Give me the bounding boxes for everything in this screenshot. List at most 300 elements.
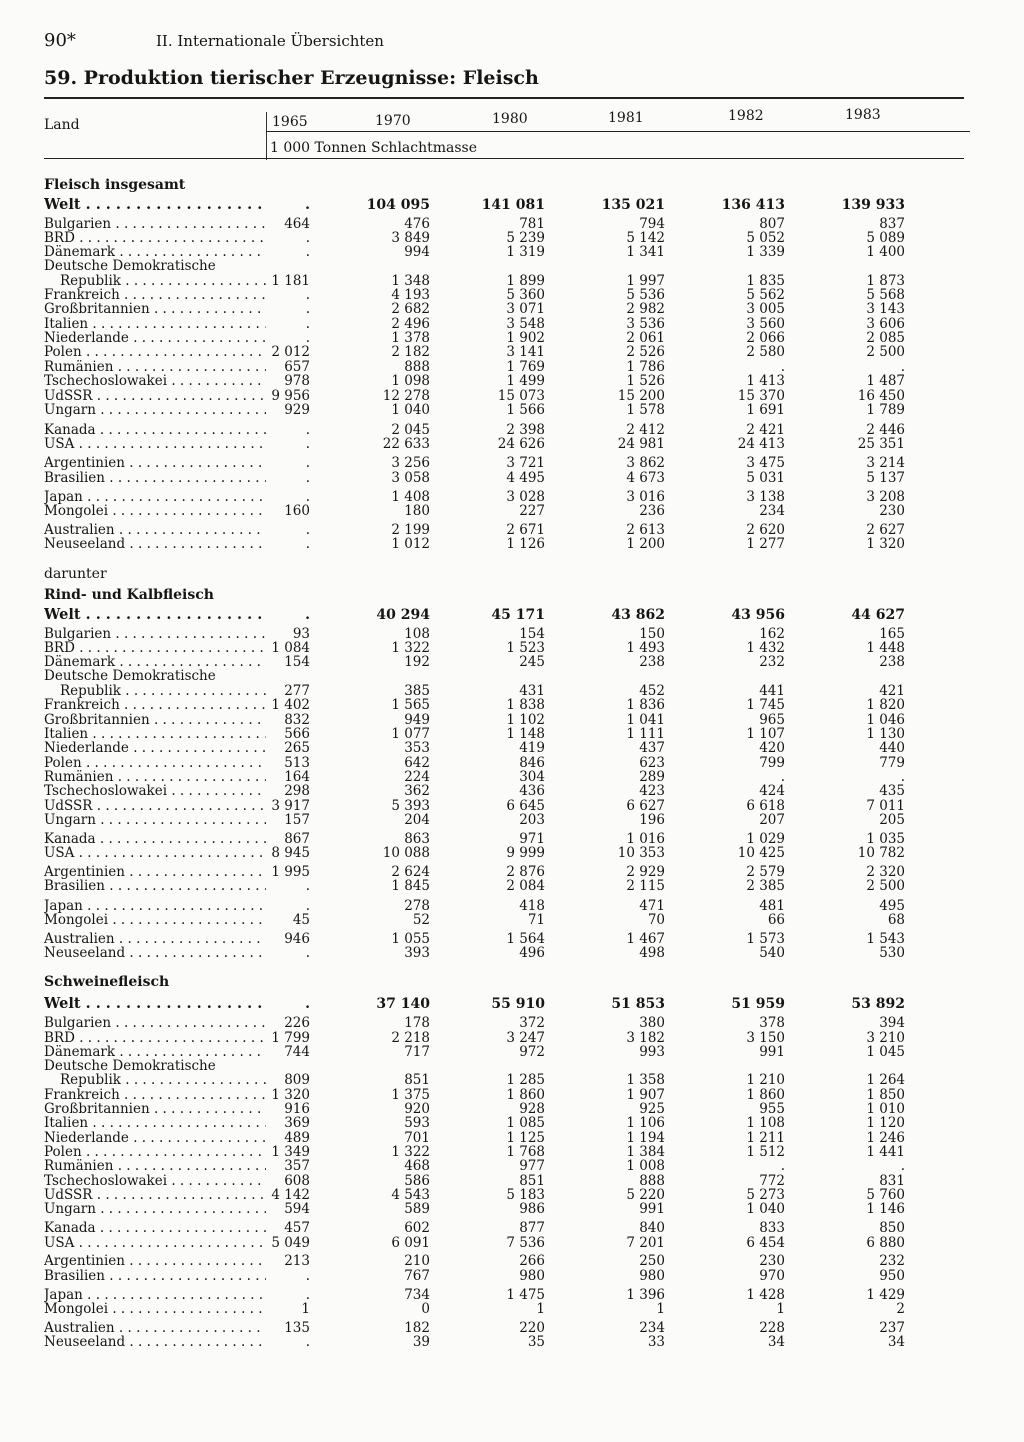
- value-cell: 1: [301, 1301, 310, 1317]
- value-cell: .: [305, 301, 310, 317]
- value-cell: 807: [759, 216, 785, 232]
- value-cell: 33: [647, 1334, 665, 1350]
- value-cell: 977: [519, 1158, 545, 1174]
- value-cell: 250: [639, 1253, 665, 1269]
- value-cell: .: [305, 996, 310, 1012]
- table-row: [0, 1145, 1024, 1159]
- value-cell: 93: [292, 626, 310, 642]
- value-cell: 1 194: [626, 1130, 665, 1146]
- table-row: [0, 471, 1024, 485]
- value-cell: 452: [639, 683, 665, 699]
- value-cell: 51 959: [731, 996, 785, 1012]
- country-name: Brasilien . . .: [44, 471, 266, 485]
- country-name: Ungarn . . .: [44, 813, 266, 827]
- column-header-year: 1981: [608, 110, 644, 126]
- value-cell: 226: [284, 1015, 310, 1031]
- value-cell: 5 360: [506, 287, 545, 303]
- value-cell: 353: [404, 740, 430, 756]
- table-row: [0, 1059, 1024, 1073]
- value-cell: .: [305, 536, 310, 552]
- value-cell: 3 548: [506, 316, 545, 332]
- value-cell: 1 691: [746, 402, 785, 418]
- table-row: [0, 1016, 1024, 1030]
- value-cell: 104 095: [366, 197, 430, 213]
- value-cell: 837: [879, 216, 905, 232]
- value-cell: 154: [284, 654, 310, 670]
- value-cell: 781: [519, 216, 545, 232]
- value-cell: 1 339: [746, 244, 785, 260]
- value-cell: 1 320: [866, 536, 905, 552]
- value-cell: 1 850: [866, 1087, 905, 1103]
- value-cell: 4 142: [271, 1187, 310, 1203]
- country-name: Polen . . .: [44, 756, 266, 770]
- value-cell: 950: [879, 1268, 905, 1284]
- value-cell: 701: [404, 1130, 430, 1146]
- value-cell: 2 320: [866, 864, 905, 880]
- table-row: [0, 274, 1024, 288]
- table-row: [0, 946, 1024, 960]
- value-cell: 1 322: [391, 640, 430, 656]
- table-row: [0, 1116, 1024, 1130]
- value-cell: 2 045: [391, 422, 430, 438]
- value-cell: 3 849: [391, 230, 430, 246]
- value-cell: 34: [767, 1334, 785, 1350]
- value-cell: 1 035: [866, 831, 905, 847]
- value-cell: .: [305, 422, 310, 438]
- value-cell: 594: [284, 1201, 310, 1217]
- table-row: [0, 345, 1024, 359]
- value-cell: 3 150: [746, 1030, 785, 1046]
- value-cell: 2 627: [866, 522, 905, 538]
- value-cell: 2 115: [626, 878, 665, 894]
- value-cell: 471: [639, 898, 665, 914]
- country-name: Australien . . .: [44, 523, 266, 537]
- value-cell: 44 627: [851, 607, 905, 623]
- value-cell: 850: [879, 1220, 905, 1236]
- value-cell: 1 277: [746, 536, 785, 552]
- value-cell: 867: [284, 831, 310, 847]
- value-cell: 3 560: [746, 316, 785, 332]
- value-cell: 3 005: [746, 301, 785, 317]
- table-row: [0, 655, 1024, 669]
- value-cell: 1 523: [506, 640, 545, 656]
- value-cell: 2 398: [506, 422, 545, 438]
- value-cell: 55 910: [491, 996, 545, 1012]
- value-cell: .: [780, 1158, 785, 1174]
- value-cell: 43 956: [731, 607, 785, 623]
- country-name: Welt . . .: [44, 608, 266, 622]
- value-cell: 5 220: [626, 1187, 665, 1203]
- value-cell: 4 673: [626, 470, 665, 486]
- country-name: UdSSR . . .: [44, 1188, 266, 1202]
- value-cell: 2 929: [626, 864, 665, 880]
- value-cell: 135: [284, 1320, 310, 1336]
- value-cell: 40 294: [376, 607, 430, 623]
- value-cell: 1 210: [746, 1072, 785, 1088]
- value-cell: 154: [519, 626, 545, 642]
- value-cell: 970: [759, 1268, 785, 1284]
- value-cell: 3 214: [866, 455, 905, 471]
- value-cell: 437: [639, 740, 665, 756]
- value-cell: 24 413: [737, 436, 785, 452]
- value-cell: 3 917: [271, 798, 310, 814]
- value-cell: 1 348: [391, 273, 430, 289]
- value-cell: .: [900, 359, 905, 375]
- country-name: Großbritannien . . .: [44, 1102, 266, 1116]
- value-cell: 1 745: [746, 697, 785, 713]
- value-cell: 1 820: [866, 697, 905, 713]
- country-name: Niederlande . . .: [44, 331, 266, 345]
- value-cell: 2: [896, 1301, 905, 1317]
- value-cell: 991: [639, 1201, 665, 1217]
- country-name: BRD . . .: [44, 1031, 266, 1045]
- value-cell: 182: [404, 1320, 430, 1336]
- value-cell: 1 084: [271, 640, 310, 656]
- value-cell: 2 682: [391, 301, 430, 317]
- value-cell: 66: [767, 912, 785, 928]
- value-cell: 1 358: [626, 1072, 665, 1088]
- value-cell: .: [305, 230, 310, 246]
- value-cell: 15 370: [737, 388, 785, 404]
- table-row: [0, 770, 1024, 784]
- value-cell: 1 768: [506, 1144, 545, 1160]
- value-cell: 1 902: [506, 330, 545, 346]
- value-cell: 1 543: [866, 931, 905, 947]
- value-cell: 418: [519, 898, 545, 914]
- value-cell: 767: [404, 1268, 430, 1284]
- value-cell: 888: [404, 359, 430, 375]
- value-cell: 178: [404, 1015, 430, 1031]
- value-cell: .: [780, 769, 785, 785]
- table-row: [0, 302, 1024, 316]
- value-cell: 946: [284, 931, 310, 947]
- country-name: Republik . . .: [60, 1073, 266, 1087]
- value-cell: 6 627: [626, 798, 665, 814]
- value-cell: 1 845: [391, 878, 430, 894]
- country-name: Niederlande . . .: [44, 1131, 266, 1145]
- table-row: [0, 1174, 1024, 1188]
- value-cell: 1 378: [391, 330, 430, 346]
- table-row: [0, 259, 1024, 273]
- value-cell: .: [305, 455, 310, 471]
- value-cell: 586: [404, 1173, 430, 1189]
- value-cell: 1 413: [746, 373, 785, 389]
- value-cell: 3 247: [506, 1030, 545, 1046]
- country-name: UdSSR . . .: [44, 389, 266, 403]
- value-cell: 39: [412, 1334, 430, 1350]
- table-row: [0, 865, 1024, 879]
- value-cell: 2 496: [391, 316, 430, 332]
- value-cell: .: [305, 470, 310, 486]
- value-cell: 5 568: [866, 287, 905, 303]
- value-cell: 2 012: [271, 344, 310, 360]
- value-cell: 994: [404, 244, 430, 260]
- value-cell: 357: [284, 1158, 310, 1174]
- table-row: [0, 669, 1024, 683]
- value-cell: 369: [284, 1115, 310, 1131]
- value-cell: .: [305, 287, 310, 303]
- value-cell: 24 981: [617, 436, 665, 452]
- value-cell: 2 446: [866, 422, 905, 438]
- value-cell: 1 085: [506, 1115, 545, 1131]
- value-cell: 1 475: [506, 1287, 545, 1303]
- country-name: Ungarn . . .: [44, 1202, 266, 1216]
- table-row: [0, 799, 1024, 813]
- value-cell: 2 061: [626, 330, 665, 346]
- table-row: [0, 1236, 1024, 1250]
- value-cell: 2 500: [866, 878, 905, 894]
- value-cell: 440: [879, 740, 905, 756]
- value-cell: 2 579: [746, 864, 785, 880]
- country-name: Australien . . .: [44, 932, 266, 946]
- value-cell: 1 040: [391, 402, 430, 418]
- value-cell: 393: [404, 945, 430, 961]
- value-cell: 139 933: [841, 197, 905, 213]
- value-cell: 5 089: [866, 230, 905, 246]
- table-row: [0, 231, 1024, 245]
- value-cell: 1 045: [866, 1044, 905, 1060]
- value-cell: .: [305, 436, 310, 452]
- value-cell: 15 200: [617, 388, 665, 404]
- value-cell: 6 880: [866, 1235, 905, 1251]
- value-cell: 2 580: [746, 344, 785, 360]
- value-cell: 496: [519, 945, 545, 961]
- value-cell: 986: [519, 1201, 545, 1217]
- value-cell: 372: [519, 1015, 545, 1031]
- value-cell: 0: [421, 1301, 430, 1317]
- value-cell: 6 645: [506, 798, 545, 814]
- value-cell: 1: [656, 1301, 665, 1317]
- value-cell: 2 500: [866, 344, 905, 360]
- table-row: [0, 756, 1024, 770]
- value-cell: 232: [759, 654, 785, 670]
- value-cell: 1 040: [746, 1201, 785, 1217]
- section-heading: Rind- und Kalbfleisch: [44, 587, 214, 603]
- value-cell: 3 606: [866, 316, 905, 332]
- value-cell: 51 853: [611, 996, 665, 1012]
- value-cell: .: [305, 197, 310, 213]
- value-cell: 2 982: [626, 301, 665, 317]
- country-name: Tschechoslowakei . . .: [44, 784, 266, 798]
- value-cell: 1 130: [866, 726, 905, 742]
- value-cell: 925: [639, 1101, 665, 1117]
- value-cell: 1 448: [866, 640, 905, 656]
- value-cell: 245: [519, 654, 545, 670]
- value-cell: 498: [639, 945, 665, 961]
- column-header-year: 1970: [375, 113, 411, 129]
- value-cell: 234: [759, 503, 785, 519]
- column-header-year: 1965: [272, 114, 308, 130]
- value-cell: 298: [284, 783, 310, 799]
- value-cell: 157: [284, 812, 310, 828]
- table-row: [0, 813, 1024, 827]
- value-cell: 888: [639, 1173, 665, 1189]
- value-cell: 3 475: [746, 455, 785, 471]
- value-cell: 955: [759, 1101, 785, 1117]
- country-name: Kanada . . .: [44, 832, 266, 846]
- darunter-note: darunter: [44, 566, 107, 582]
- value-cell: .: [305, 489, 310, 505]
- value-cell: 1 046: [866, 712, 905, 728]
- value-cell: 9 999: [506, 845, 545, 861]
- value-cell: 513: [284, 755, 310, 771]
- table-row: [0, 1335, 1024, 1349]
- country-name: Brasilien . . .: [44, 1269, 266, 1283]
- table-row: [0, 1288, 1024, 1302]
- value-cell: 1 566: [506, 402, 545, 418]
- value-cell: 362: [404, 783, 430, 799]
- value-cell: 230: [759, 1253, 785, 1269]
- value-cell: 1 487: [866, 373, 905, 389]
- value-cell: 205: [879, 812, 905, 828]
- value-cell: 227: [519, 503, 545, 519]
- country-name: BRD . . .: [44, 641, 266, 655]
- country-name: Kanada . . .: [44, 423, 266, 437]
- value-cell: 37 140: [376, 996, 430, 1012]
- value-cell: 420: [759, 740, 785, 756]
- value-cell: 1 349: [271, 1144, 310, 1160]
- value-cell: 657: [284, 359, 310, 375]
- value-cell: 772: [759, 1173, 785, 1189]
- table-row: [0, 608, 1024, 622]
- value-cell: 265: [284, 740, 310, 756]
- value-cell: 734: [404, 1287, 430, 1303]
- value-cell: 1 016: [626, 831, 665, 847]
- header-bottom-rule: [44, 158, 964, 159]
- value-cell: 1 402: [271, 697, 310, 713]
- table-row: [0, 374, 1024, 388]
- column-header-year: 1980: [492, 111, 528, 127]
- value-cell: 608: [284, 1173, 310, 1189]
- value-cell: 495: [879, 898, 905, 914]
- table-row: [0, 490, 1024, 504]
- value-cell: 1 146: [866, 1201, 905, 1217]
- value-cell: .: [305, 316, 310, 332]
- value-cell: 1 029: [746, 831, 785, 847]
- country-name: Republik . . .: [60, 274, 266, 288]
- value-cell: 1 375: [391, 1087, 430, 1103]
- value-cell: 1 012: [391, 536, 430, 552]
- value-cell: 304: [519, 769, 545, 785]
- value-cell: 530: [879, 945, 905, 961]
- table-row: [0, 1321, 1024, 1335]
- country-name: USA . . .: [44, 846, 266, 860]
- value-cell: 5 562: [746, 287, 785, 303]
- value-cell: 1 111: [626, 726, 665, 742]
- value-cell: 6 454: [746, 1235, 785, 1251]
- value-cell: 991: [759, 1044, 785, 1060]
- country-name: Dänemark . . .: [44, 655, 266, 669]
- value-cell: 71: [527, 912, 545, 928]
- value-cell: 3 138: [746, 489, 785, 505]
- table-row: [0, 1202, 1024, 1216]
- table-row: [0, 245, 1024, 259]
- value-cell: 1 008: [626, 1158, 665, 1174]
- table-row: [0, 1188, 1024, 1202]
- country-name: Polen . . .: [44, 345, 266, 359]
- value-cell: .: [305, 244, 310, 260]
- section-title: II. Internationale Übersichten: [156, 32, 384, 50]
- value-cell: 1 341: [626, 244, 665, 260]
- value-cell: 278: [404, 898, 430, 914]
- value-cell: 238: [879, 654, 905, 670]
- value-cell: 3 071: [506, 301, 545, 317]
- value-cell: 380: [639, 1015, 665, 1031]
- value-cell: 593: [404, 1115, 430, 1131]
- value-cell: 5 273: [746, 1187, 785, 1203]
- value-cell: 203: [519, 812, 545, 828]
- table-row: [0, 1088, 1024, 1102]
- value-cell: 6 091: [391, 1235, 430, 1251]
- country-name: Dänemark . . .: [44, 1045, 266, 1059]
- country-name: BRD . . .: [44, 231, 266, 245]
- value-cell: 5 393: [391, 798, 430, 814]
- value-cell: 45 171: [491, 607, 545, 623]
- value-cell: .: [780, 359, 785, 375]
- top-rule: [44, 97, 964, 99]
- country-name: Polen . . .: [44, 1145, 266, 1159]
- value-cell: .: [900, 769, 905, 785]
- country-name: Bulgarien . . .: [44, 1016, 266, 1030]
- value-cell: 5 536: [626, 287, 665, 303]
- country-name: Deutsche Demokratische: [44, 669, 216, 683]
- table-row: [0, 317, 1024, 331]
- table-row: [0, 437, 1024, 451]
- value-cell: 589: [404, 1201, 430, 1217]
- value-cell: 2 620: [746, 522, 785, 538]
- country-name: Ungarn . . .: [44, 403, 266, 417]
- table-row: [0, 727, 1024, 741]
- value-cell: 2 624: [391, 864, 430, 880]
- table-row: [0, 1102, 1024, 1116]
- page-number: 90*: [44, 30, 76, 51]
- table-row: [0, 1221, 1024, 1235]
- value-cell: 949: [404, 712, 430, 728]
- country-name: Kanada . . .: [44, 1221, 266, 1235]
- value-cell: .: [305, 330, 310, 346]
- value-cell: 7 536: [506, 1235, 545, 1251]
- value-cell: 1 512: [746, 1144, 785, 1160]
- value-cell: 1 148: [506, 726, 545, 742]
- table-row: [0, 1159, 1024, 1173]
- table-row: [0, 456, 1024, 470]
- value-cell: 7 201: [626, 1235, 665, 1251]
- value-cell: 833: [759, 1220, 785, 1236]
- value-cell: 1 769: [506, 359, 545, 375]
- value-cell: 851: [519, 1173, 545, 1189]
- value-cell: 213: [284, 1253, 310, 1269]
- table-row: [0, 913, 1024, 927]
- value-cell: 2 084: [506, 878, 545, 894]
- table-row: [0, 1131, 1024, 1145]
- value-cell: 165: [879, 626, 905, 642]
- value-cell: 210: [404, 1253, 430, 1269]
- value-cell: 234: [639, 1320, 665, 1336]
- value-cell: 436: [519, 783, 545, 799]
- value-cell: 2 182: [391, 344, 430, 360]
- country-name: Welt . . .: [44, 997, 266, 1011]
- value-cell: 831: [879, 1173, 905, 1189]
- table-row: [0, 1302, 1024, 1316]
- value-cell: 1 246: [866, 1130, 905, 1146]
- table-row: [0, 879, 1024, 893]
- value-cell: 6 618: [746, 798, 785, 814]
- value-cell: 1 126: [506, 536, 545, 552]
- table-row: [0, 1073, 1024, 1087]
- value-cell: 1 319: [506, 244, 545, 260]
- value-cell: 980: [519, 1268, 545, 1284]
- value-cell: 3 208: [866, 489, 905, 505]
